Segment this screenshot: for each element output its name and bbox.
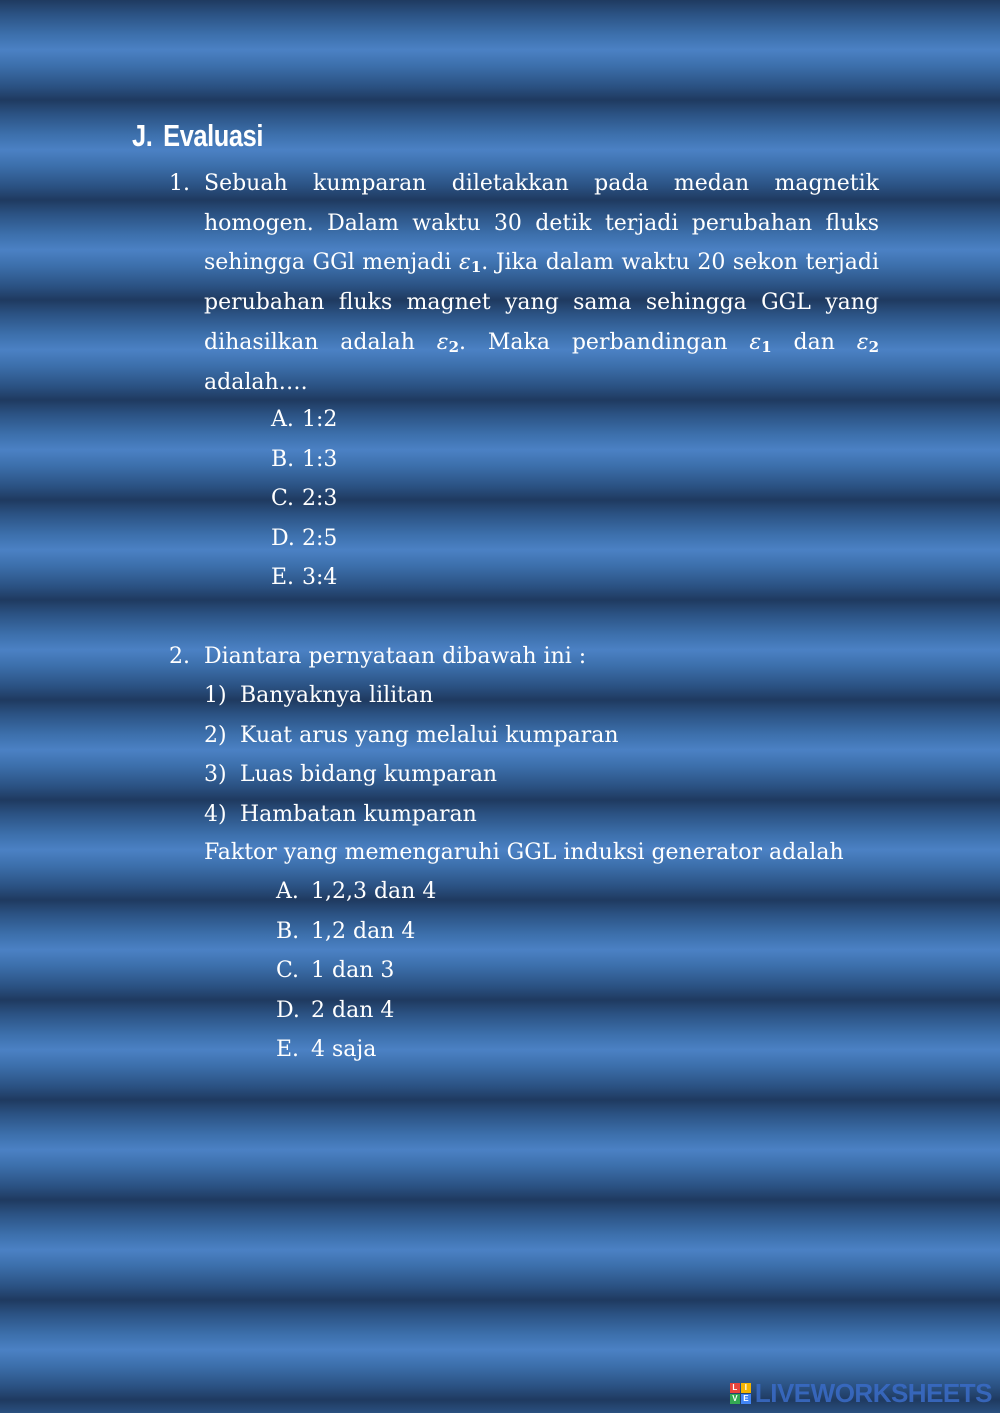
option-letter: B.: [271, 446, 295, 472]
statement-text: Hambatan kumparan: [240, 801, 477, 827]
question-1-text: [204, 164, 879, 402]
option-text: 2:5: [302, 525, 338, 551]
question-1-number: 1.: [169, 171, 190, 196]
section-heading: [132, 118, 263, 154]
section-title: Evaluasi: [163, 118, 264, 153]
question-2-option-d: [276, 991, 436, 1031]
question-1-options: [271, 400, 337, 598]
option-letter: E.: [276, 1037, 300, 1062]
liveworksheets-logo: [730, 1378, 992, 1409]
question-1-line: homogen. Dalam waktu 30 detik terjadi perubahan fluks: [204, 210, 879, 236]
epsilon-symbol: $\varepsilon_2$: [436, 329, 460, 356]
statement-number: 2): [204, 722, 227, 748]
question-2-option-c: [276, 951, 436, 991]
question-2-option-b: [276, 912, 436, 952]
logo-letter: I: [741, 1383, 751, 1393]
section-letter: J.: [132, 118, 153, 153]
question-1-option-c: [271, 479, 337, 519]
question-1-line: adalah….: [204, 369, 308, 395]
question-2-number: 2.: [169, 644, 190, 669]
question-1-line: sehingga GGl menjadi $\varepsilon_1$. Jika dalam waktu 20 sekon terjadi: [204, 250, 879, 277]
question-1-line: perubahan fluks magnet yang sama sehingga GGL yang: [204, 290, 879, 316]
option-text: 1 dan 3: [311, 958, 395, 983]
option-text: 1,2 dan 4: [311, 918, 416, 944]
option-letter: A.: [276, 879, 299, 904]
option-text: 1:2: [302, 407, 338, 432]
option-text: 2 dan 4: [311, 997, 395, 1023]
option-text: 2:3: [302, 486, 338, 511]
logo-letter: V: [730, 1394, 740, 1404]
question-2-intro: Diantara pernyataan dibawah ini :: [204, 644, 587, 669]
question-1-option-a: [271, 400, 337, 440]
epsilon-symbol: $\varepsilon_1$: [749, 329, 772, 356]
statement-text: Luas bidang kumparan: [240, 762, 498, 787]
statement-item: [204, 795, 619, 835]
question-2-statements: [204, 676, 619, 834]
statement-item: [204, 716, 619, 756]
option-text: 4 saja: [311, 1037, 377, 1062]
statement-item: [204, 755, 619, 795]
option-letter: E.: [271, 565, 295, 590]
logo-letter: E: [741, 1394, 751, 1404]
statement-text: Banyaknya lilitan: [240, 683, 434, 708]
option-letter: A.: [271, 407, 294, 432]
question-1-line: Sebuah kumparan diletakkan pada medan magnetik: [204, 171, 879, 196]
option-letter: C.: [271, 486, 295, 511]
question-1-option-b: [271, 440, 337, 480]
statement-number: 3): [204, 762, 227, 787]
option-letter: B.: [276, 918, 300, 944]
question-2-prompt: Faktor yang memengaruhi GGL induksi generator adalah: [204, 840, 844, 865]
option-text: 1:3: [302, 446, 338, 472]
logo-letter: L: [730, 1383, 740, 1393]
option-letter: D.: [271, 525, 295, 551]
epsilon-symbol: $\varepsilon_1$: [459, 250, 482, 277]
question-2-option-e: [276, 1030, 436, 1070]
liveworksheets-logo-icon: [730, 1383, 751, 1404]
question-2-option-a: [276, 872, 436, 912]
statement-number: 4): [204, 801, 227, 827]
statement-item: [204, 676, 619, 716]
liveworksheets-wordmark: LIVEWORKSHEETS: [754, 1378, 992, 1408]
statement-text: Kuat arus yang melalui kumparan: [240, 722, 619, 748]
option-letter: C.: [276, 958, 300, 983]
question-1-option-d: [271, 519, 337, 559]
statement-number: 1): [204, 683, 227, 708]
option-text: 3:4: [302, 565, 338, 590]
epsilon-symbol: $\varepsilon_2$: [856, 329, 879, 356]
option-letter: D.: [276, 997, 300, 1023]
question-2-options: [276, 872, 436, 1070]
option-text: 1,2,3 dan 4: [311, 879, 437, 904]
question-1-option-e: [271, 558, 337, 598]
question-1-line: dihasilkan adalah $\varepsilon_2$. Maka perbandingan $\varepsilon_1$ dan $\varepsilon_2$: [204, 329, 879, 356]
